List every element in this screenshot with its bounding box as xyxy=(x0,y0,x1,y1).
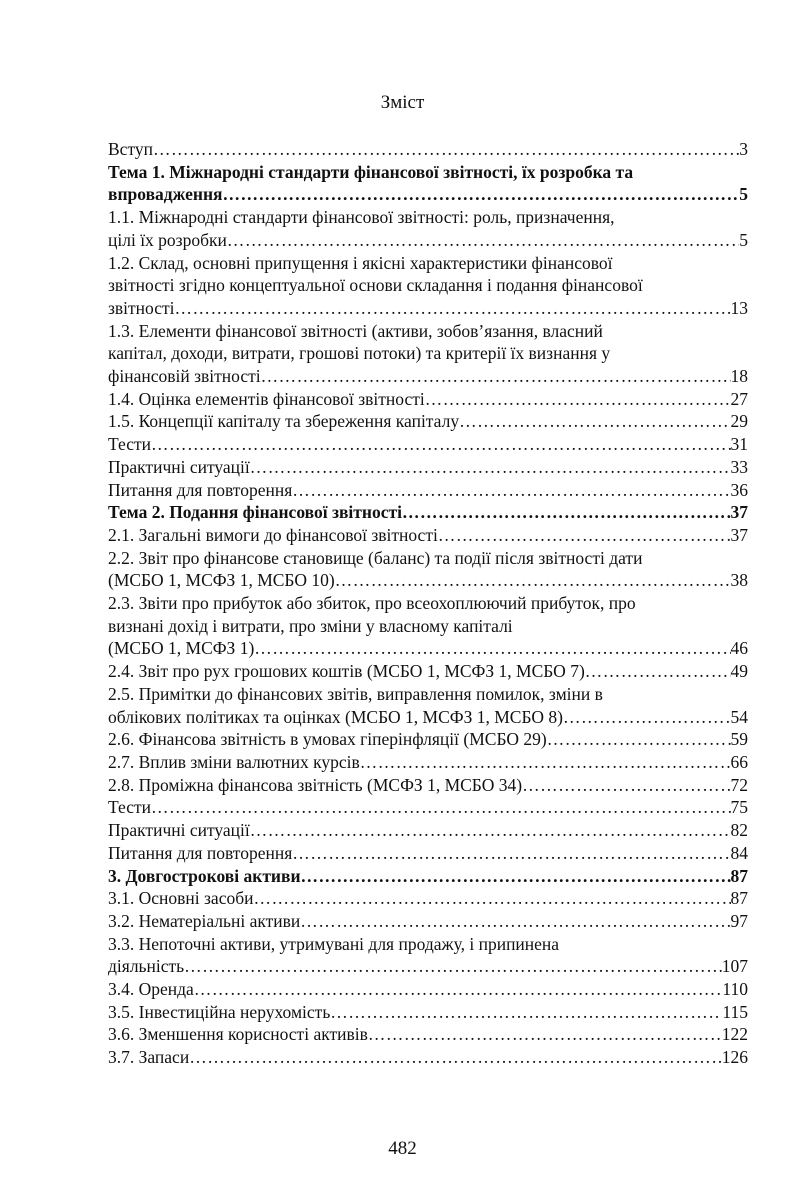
toc-leader-dots xyxy=(438,524,731,547)
toc-entry xyxy=(108,1001,748,1024)
toc-entry xyxy=(108,660,748,683)
toc-entry xyxy=(108,320,748,388)
toc-entry-text: Практичні ситуації xyxy=(108,820,250,841)
toc-entry-text: 2.3. Звіти про прибуток або збиток, про всеохоплюючий прибуток, про xyxy=(108,593,636,614)
toc-page-number: 82 xyxy=(730,820,748,841)
toc-entry-text: 2.1. Загальні вимоги до фінансової звітності xyxy=(108,524,438,545)
toc-entry-line xyxy=(108,910,748,933)
toc-entry-text: 2.2. Звіт про фінансове становище (баланс) та події після звітності дати xyxy=(108,547,643,568)
toc-entry-text: капітал, доходи, витрати, грошові потоки) та критерії їх визнання у xyxy=(108,343,611,364)
toc-entry-line xyxy=(108,410,748,433)
toc-entry-text: 3. Довгострокові активи xyxy=(108,865,301,886)
toc-entry xyxy=(108,978,748,1001)
toc-entry-text: (МСБО 1, МСФЗ 1) xyxy=(108,638,255,659)
toc-entry-line xyxy=(108,274,748,297)
toc-entry-line xyxy=(108,388,748,411)
toc-entry-line xyxy=(108,365,748,388)
toc-entry-line xyxy=(108,501,748,524)
page-number: 482 xyxy=(388,1138,417,1159)
toc-entry-line xyxy=(108,297,748,320)
toc-entry xyxy=(108,592,748,660)
toc-leader-dots xyxy=(250,456,731,479)
toc-entry xyxy=(108,774,748,797)
toc-entry xyxy=(108,728,748,751)
toc-entry xyxy=(108,252,748,320)
toc-leader-dots xyxy=(292,842,730,865)
toc-page-number: 75 xyxy=(730,797,748,818)
toc-leader-dots xyxy=(585,660,731,683)
toc-entry-text: 3.3. Непоточні активи, утримувані для продажу, і припинена xyxy=(108,933,560,954)
toc-entry-text: 1.4. Оцінка елементів фінансової звітності xyxy=(108,388,425,409)
toc-leader-dots xyxy=(547,728,731,751)
toc-page-number: 37 xyxy=(730,524,748,545)
toc-entry-line xyxy=(108,955,748,978)
toc-entry-text: 2.7. Вплив зміни валютних курсів xyxy=(108,751,360,772)
toc-leader-dots xyxy=(189,1046,722,1069)
toc-leader-dots xyxy=(335,569,731,592)
toc-entry-line xyxy=(108,433,748,456)
toc-page-number: 36 xyxy=(730,479,748,500)
toc-leader-dots xyxy=(223,183,740,206)
toc-entry-text: 2.5. Примітки до фінансових звітів, виправлення помилок, зміни в xyxy=(108,683,603,704)
toc-leader-dots xyxy=(301,865,731,888)
toc-entry xyxy=(108,865,748,888)
page-title: Зміст xyxy=(380,92,425,113)
toc-entry-line xyxy=(108,865,748,888)
toc-entry-text: Питання для повторення xyxy=(108,842,293,863)
toc-leader-dots xyxy=(368,1023,722,1046)
toc-entry-text: Практичні ситуації xyxy=(108,456,250,477)
toc-page-number: 38 xyxy=(730,570,748,591)
toc-page-number: 46 xyxy=(730,638,748,659)
toc-entry-text: звітності xyxy=(108,297,175,318)
toc-entry-line xyxy=(108,819,748,842)
toc-entry-line xyxy=(108,479,748,502)
toc-entry xyxy=(108,887,748,910)
toc-leader-dots xyxy=(175,297,731,320)
toc-entry-text: 3.4. Оренда xyxy=(108,979,194,1000)
toc-entry-text: Питання для повторення xyxy=(108,479,293,500)
toc-entry-line xyxy=(108,887,748,910)
toc-entry-text: 2.4. Звіт про рух грошових коштів (МСБО 1, МСФЗ 1, МСБО 7) xyxy=(108,661,585,682)
toc-entry-text: 1.5. Концепції капіталу та збереження капіталу xyxy=(108,411,460,432)
toc-entry-line xyxy=(108,1046,748,1069)
toc-entry-text: цілі їх розробки xyxy=(108,229,227,250)
toc-entry xyxy=(108,547,748,592)
toc-entry xyxy=(108,433,748,456)
toc-page-number: 29 xyxy=(730,411,748,432)
toc-page-number: 49 xyxy=(730,661,748,682)
toc-entry-text: 3.7. Запаси xyxy=(108,1047,190,1068)
toc-page-number: 37 xyxy=(730,502,748,523)
toc-page-number: 18 xyxy=(730,366,748,387)
toc-entry xyxy=(108,842,748,865)
toc-entry xyxy=(108,456,748,479)
toc-page-number: 66 xyxy=(730,751,748,772)
toc-leader-dots xyxy=(425,388,731,411)
toc-entry xyxy=(108,1046,748,1069)
toc-page-number: 107 xyxy=(721,956,748,977)
toc-entry xyxy=(108,1023,748,1046)
toc-entry-text: 1.3. Елементи фінансової звітності (активи, зобов’язання, власний xyxy=(108,320,603,341)
toc-page-number: 13 xyxy=(730,297,748,318)
toc-entry-line xyxy=(108,660,748,683)
toc-entry-text: звітності згідно концептуальної основи складання і подання фінансової xyxy=(108,275,643,296)
toc-entry-text: 3.2. Нематеріальні активи xyxy=(108,910,301,931)
toc-entry-line xyxy=(108,456,748,479)
toc-page-number: 72 xyxy=(730,774,748,795)
toc-entry-line xyxy=(108,774,748,797)
toc-entry xyxy=(108,910,748,933)
toc-leader-dots xyxy=(254,637,730,660)
toc-entry xyxy=(108,933,748,978)
toc-page-number: 122 xyxy=(721,1024,748,1045)
toc-entry-line xyxy=(108,1023,748,1046)
toc-entry xyxy=(108,479,748,502)
toc-page-number: 59 xyxy=(730,729,748,750)
toc-entry-line xyxy=(108,183,748,206)
toc-entry-text: фінансовій звітності xyxy=(108,366,261,387)
toc-entry-line xyxy=(108,728,748,751)
toc-entry-text: Тести xyxy=(108,434,152,455)
toc-page-number: 115 xyxy=(722,1001,748,1022)
toc-entry-line xyxy=(108,138,748,161)
toc-page-number: 54 xyxy=(730,706,748,727)
toc-page-number: 97 xyxy=(730,910,748,931)
toc-leader-dots xyxy=(522,774,730,797)
toc-leader-dots xyxy=(292,479,730,502)
toc-leader-dots xyxy=(402,501,731,524)
toc-page-number: 5 xyxy=(739,184,748,205)
toc-entry-line xyxy=(108,637,748,660)
toc-leader-dots xyxy=(151,796,730,819)
toc-entry-line xyxy=(108,252,748,275)
toc-entry xyxy=(108,524,748,547)
toc-entry-line xyxy=(108,796,748,819)
toc-leader-dots xyxy=(563,706,731,729)
toc-page-number: 27 xyxy=(730,388,748,409)
toc-entry xyxy=(108,501,748,524)
toc-leader-dots xyxy=(153,138,739,161)
toc-entry-line xyxy=(108,683,748,706)
toc-page-number: 31 xyxy=(730,434,748,455)
toc-entry-text: 2.6. Фінансова звітність в умовах гіперінфляції (МСБО 29) xyxy=(108,729,547,750)
toc-entry-line xyxy=(108,547,748,570)
toc-leader-dots xyxy=(151,433,730,456)
toc-page-number: 5 xyxy=(739,229,748,250)
toc-entry-line xyxy=(108,592,748,615)
toc-entry-line xyxy=(108,933,748,956)
toc-leader-dots xyxy=(261,365,731,388)
toc-page-number: 110 xyxy=(722,979,748,1000)
toc-entry-text: впровадження xyxy=(108,184,223,205)
toc-entry-text: 3.1. Основні засоби xyxy=(108,888,254,909)
toc-leader-dots xyxy=(300,910,730,933)
toc-entry-line xyxy=(108,161,748,184)
toc-entry-line xyxy=(108,569,748,592)
toc-entry-text: Тема 2. Подання фінансової звітності xyxy=(108,502,402,523)
toc-page-number: 87 xyxy=(730,865,748,886)
toc-page-number: 126 xyxy=(721,1047,748,1068)
toc-entry-line xyxy=(108,229,748,252)
toc-entry-text: діяльність xyxy=(108,956,185,977)
toc-entry-line xyxy=(108,342,748,365)
toc-page-number: 84 xyxy=(730,842,748,863)
table-of-contents xyxy=(108,138,748,1069)
toc-entry-text: 2.8. Проміжна фінансова звітність (МСФЗ 1, МСБО 34) xyxy=(108,774,523,795)
toc-page-number: 3 xyxy=(739,139,748,159)
toc-leader-dots xyxy=(250,819,731,842)
toc-entry xyxy=(108,796,748,819)
toc-leader-dots xyxy=(184,955,722,978)
toc-entry-line xyxy=(108,706,748,729)
toc-page-number: 33 xyxy=(730,456,748,477)
toc-entry-text: Тести xyxy=(108,797,152,818)
toc-entry xyxy=(108,819,748,842)
toc-entry-text: 3.6. Зменшення корисності активів xyxy=(108,1024,368,1045)
toc-entry-text: (МСБО 1, МСФЗ 1, МСБО 10) xyxy=(108,570,335,591)
toc-entry xyxy=(108,138,748,161)
toc-entry-line xyxy=(108,842,748,865)
toc-entry-text: облікових політиках та оцінках (МСБО 1, МСФЗ 1, МСБО 8) xyxy=(108,706,563,727)
toc-entry xyxy=(108,388,748,411)
toc-page-number: 87 xyxy=(730,888,748,909)
toc-entry xyxy=(108,683,748,728)
toc-leader-dots xyxy=(227,229,739,252)
toc-entry-text: визнані дохід і витрати, про зміни у власному капіталі xyxy=(108,615,513,636)
toc-entry-text: 1.2. Склад, основні припущення і якісні характеристики фінансової xyxy=(108,252,613,273)
toc-entry xyxy=(108,161,748,206)
toc-entry xyxy=(108,206,748,251)
toc-entry-text: Вступ xyxy=(108,139,153,159)
toc-entry-line xyxy=(108,320,748,343)
toc-leader-dots xyxy=(194,978,723,1001)
toc-entry-text: 1.1. Міжнародні стандарти фінансової звітності: роль, призначення, xyxy=(108,207,615,228)
toc-leader-dots xyxy=(330,1001,722,1024)
toc-entry-line xyxy=(108,1001,748,1024)
toc-entry-line xyxy=(108,615,748,638)
toc-leader-dots xyxy=(360,751,731,774)
toc-entry-line xyxy=(108,978,748,1001)
toc-entry xyxy=(108,751,748,774)
toc-leader-dots xyxy=(253,887,730,910)
toc-entry xyxy=(108,410,748,433)
toc-entry-text: 3.5. Інвестиційна нерухомість xyxy=(108,1001,331,1022)
toc-entry-text: Тема 1. Міжнародні стандарти фінансової звітності, їх розробка та xyxy=(108,161,634,182)
toc-entry-line xyxy=(108,206,748,229)
toc-leader-dots xyxy=(459,410,730,433)
toc-entry-line xyxy=(108,751,748,774)
toc-entry-line xyxy=(108,524,748,547)
